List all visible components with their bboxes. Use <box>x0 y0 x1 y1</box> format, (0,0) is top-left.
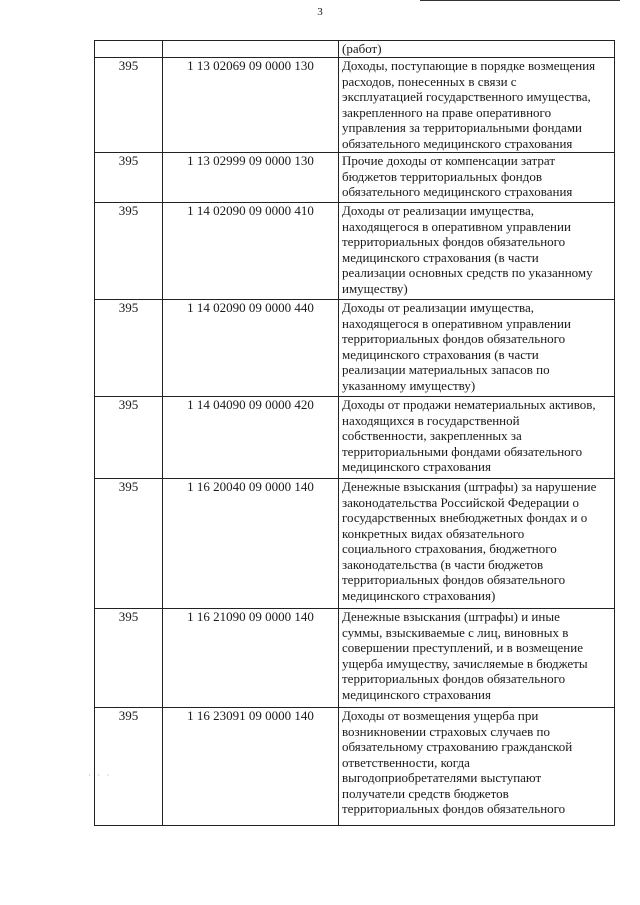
kbk-code-cell <box>163 41 339 58</box>
description-cell: Доходы от реализации имущества, находящегося в оперативном управлении территориальных фондов обязательного медицинского страхования (в части реализации основных средств по указанному имуществу) <box>339 203 615 300</box>
admin-code-cell: 395 <box>95 58 163 153</box>
admin-code-cell: 395 <box>95 203 163 300</box>
budget-codes-table <box>94 40 615 826</box>
kbk-code-cell: 1 16 21090 09 0000 140 <box>163 609 339 708</box>
admin-code-cell: 395 <box>95 300 163 397</box>
description-cell: Доходы от возмещения ущерба при возникновении страховых случаев по обязательному страхованию гражданской ответственности, когда выгодоприобретателями выступают получатели средств бюджетов территориальных фондов обязательного <box>339 708 615 826</box>
description-cell: Доходы от продажи нематериальных активов, находящихся в государственной собственности, закрепленных за территориальными фондами обязательного медицинского страхования <box>339 397 615 479</box>
header-rule <box>420 0 620 1</box>
description-cell: Доходы, поступающие в порядке возмещения расходов, понесенных в связи с эксплуатацией государственного имущества, закрепленного на праве оперативного управления за территориальными фондами обязательного медицинского страхования <box>339 58 615 153</box>
description-cell: Денежные взыскания (штрафы) за нарушение законодательства Российской Федерации о государственных внебюджетных фондах и о конкретных видах обязательного социального страхования, бюджетного законодательства (в части бюджетов территориальных фондов обязательного медицинского страхования) <box>339 479 615 609</box>
kbk-code-cell: 1 14 04090 09 0000 420 <box>163 397 339 479</box>
description-cell: Прочие доходы от компенсации затрат бюджетов территориальных фондов обязательного медицинского страхования <box>339 153 615 203</box>
description-cell: (работ) <box>339 41 615 58</box>
table-row <box>95 300 615 397</box>
kbk-code-cell: 1 13 02069 09 0000 130 <box>163 58 339 153</box>
table-row <box>95 153 615 203</box>
scan-artifact: · · · <box>88 770 112 780</box>
kbk-code-cell: 1 14 02090 09 0000 440 <box>163 300 339 397</box>
table-row <box>95 609 615 708</box>
table-body <box>95 41 615 826</box>
admin-code-cell: 395 <box>95 153 163 203</box>
kbk-code-cell: 1 13 02999 09 0000 130 <box>163 153 339 203</box>
description-cell: Доходы от реализации имущества, находящегося в оперативном управлении территориальных фондов обязательного медицинского страхования (в части реализации материальных запасов по указанному имуществу) <box>339 300 615 397</box>
page-number: 3 <box>317 6 323 18</box>
admin-code-cell: 395 <box>95 708 163 826</box>
kbk-code-cell: 1 16 23091 09 0000 140 <box>163 708 339 826</box>
admin-code-cell: 395 <box>95 479 163 609</box>
admin-code-cell <box>95 41 163 58</box>
table-row <box>95 58 615 153</box>
table-row <box>95 41 615 58</box>
admin-code-cell: 395 <box>95 609 163 708</box>
table-row <box>95 708 615 826</box>
description-cell: Денежные взыскания (штрафы) и иные суммы, взыскиваемые с лиц, виновных в совершении преступлений, и в возмещение ущерба имуществу, зачисляемые в бюджеты территориальных фондов обязательного медицинского страхования <box>339 609 615 708</box>
admin-code-cell: 395 <box>95 397 163 479</box>
table-row <box>95 203 615 300</box>
kbk-code-cell: 1 14 02090 09 0000 410 <box>163 203 339 300</box>
table-row <box>95 397 615 479</box>
table-row <box>95 479 615 609</box>
kbk-code-cell: 1 16 20040 09 0000 140 <box>163 479 339 609</box>
